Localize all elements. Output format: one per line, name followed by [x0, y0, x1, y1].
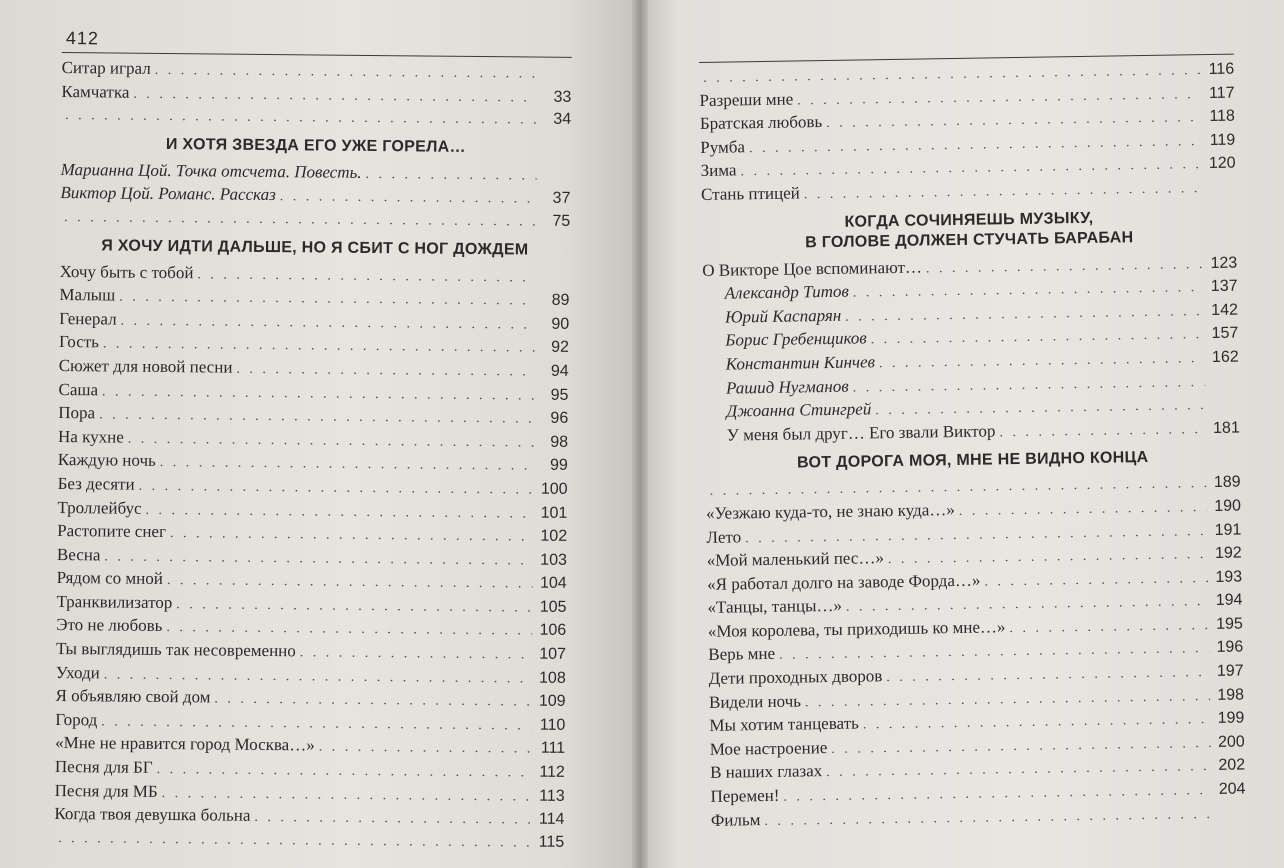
dot-leader	[254, 807, 530, 831]
entry-title: Стань птицей	[700, 183, 800, 204]
dot-leader	[65, 105, 537, 131]
page-ref: 94	[550, 362, 569, 380]
page-ref: 106	[539, 622, 567, 640]
page-ref: 114	[538, 810, 565, 829]
entry-title: Ситар играл	[61, 57, 151, 78]
dot-leader	[197, 264, 535, 289]
entry-title: Джоанна Стингрей	[726, 399, 872, 421]
entry-title: «Мой маленький пес…»	[706, 548, 885, 571]
left-page-content	[54, 28, 572, 854]
entry-title: Фильм	[710, 809, 761, 830]
entry-title: О Викторе Цое вспоминают…	[702, 257, 923, 280]
dot-leader	[319, 737, 532, 761]
dot-leader	[236, 359, 534, 383]
page-ref: 98	[550, 433, 569, 451]
entry-title: Румба	[700, 137, 746, 157]
toc-entry	[58, 379, 568, 407]
toc-section	[701, 206, 1240, 448]
dot-leader	[999, 419, 1206, 444]
section-title: ВОТ ДОРОГА МОЯ, МНЕ НЕ ВИДНО КОНЦА	[796, 449, 1149, 472]
dot-leader	[104, 546, 533, 572]
page-ref: 162	[1211, 348, 1239, 366]
page-ref: 33	[553, 88, 572, 106]
page-ref: 102	[540, 527, 568, 545]
dot-leader	[102, 381, 535, 407]
entry-title: Верь мне	[708, 644, 776, 665]
page-ref: 194	[1215, 591, 1243, 610]
dot-leader	[167, 570, 533, 595]
entry-title: Это не любовь	[56, 615, 163, 636]
dot-leader	[157, 759, 531, 784]
left-toc	[54, 57, 572, 854]
right-page-content	[698, 0, 1246, 833]
entry-title: Растопите снег	[57, 521, 167, 542]
toc-entry	[59, 284, 569, 312]
dot-leader	[64, 207, 536, 233]
page-ref: 119	[1209, 131, 1236, 149]
page-ref: 117	[1208, 84, 1235, 102]
page-ref: 115	[538, 833, 565, 851]
toc-section	[60, 134, 571, 234]
entry-title: У меня был друг… Его звали Виктор	[726, 421, 996, 445]
entry-title: Песня для БГ	[54, 756, 153, 777]
toc-section	[54, 236, 570, 855]
entry-title: Каждую ночь	[57, 450, 156, 471]
entry-title: Разреши мне	[699, 89, 794, 110]
toc-section	[705, 447, 1246, 833]
dot-leader	[99, 404, 534, 430]
entry-title: На кухне	[57, 426, 124, 447]
entry-title: Виктор Цой. Романс. Рассказ	[60, 183, 276, 205]
toc-section	[699, 59, 1236, 208]
page-ref: 181	[1212, 419, 1240, 437]
entry-title: Троллейбус	[57, 497, 142, 518]
entry-title: Уходи	[55, 662, 100, 683]
entry-title: Рашид Нугманов	[725, 376, 849, 398]
page-ref: 120	[1208, 154, 1236, 173]
entry-title: Когда твоя девушка больна	[54, 804, 251, 826]
page-ref: 108	[539, 669, 566, 687]
entry-title: Песня для МБ	[54, 780, 158, 801]
page-ref: 92	[551, 339, 570, 357]
page-ref: 75	[552, 212, 571, 230]
page-ref: 109	[538, 692, 566, 711]
entry-title: Без десяти	[57, 473, 135, 494]
left-page	[0, 0, 640, 868]
dot-leader	[176, 594, 532, 619]
right-page	[640, 0, 1284, 868]
section-title: И ХОТЯ ЗВЕЗДА ЕГО УЖЕ ГОРЕЛА…	[165, 135, 466, 156]
page-ref: 89	[551, 291, 570, 310]
page-ref: 105	[539, 598, 567, 616]
dot-leader	[58, 828, 530, 854]
page-ref: 34	[553, 110, 572, 129]
page-ref: 198	[1217, 686, 1245, 704]
entry-title: Мое настроение	[709, 737, 828, 759]
dot-leader	[804, 178, 1203, 206]
toc-entry	[58, 402, 568, 430]
page-ref: 157	[1211, 324, 1239, 343]
page-ref: 190	[1214, 497, 1242, 515]
page-ref: 103	[540, 551, 567, 569]
entry-title: Видели ночь	[708, 691, 802, 712]
toc-entry	[61, 81, 571, 109]
page-ref: 96	[550, 409, 569, 428]
page-number: 412	[65, 28, 100, 49]
page-ref: 123	[1210, 254, 1238, 272]
dot-leader	[138, 476, 533, 501]
page-ref: 193	[1215, 568, 1243, 586]
page-ref: 189	[1213, 473, 1241, 492]
page-ref: 90	[551, 315, 570, 333]
page-ref: 191	[1214, 521, 1242, 539]
entry-title: «Танцы, танцы…»	[707, 596, 843, 618]
book-gutter	[632, 0, 648, 868]
entry-title: «Уезжаю куда-то, не знаю куда…»	[705, 499, 955, 523]
dot-leader	[160, 452, 534, 477]
dot-leader	[120, 310, 535, 336]
entry-title: Лето	[706, 526, 742, 547]
page-ref: 99	[549, 457, 568, 475]
entry-title: Борис Гребенщиков	[725, 328, 867, 350]
entry-title: Камчатка	[61, 81, 130, 102]
page-ref: 116	[1208, 60, 1235, 78]
entry-title: Я объявляю свой дом	[55, 686, 211, 707]
page-ref: 111	[540, 740, 566, 758]
page-ref: 199	[1217, 709, 1245, 728]
entry-title: Дети проходных дворов	[708, 666, 883, 688]
page-ref: 195	[1216, 615, 1244, 633]
entry-title: Зима	[700, 160, 737, 181]
dot-leader	[145, 499, 533, 524]
dot-leader	[214, 689, 531, 714]
dot-leader	[984, 568, 1208, 593]
page-ref: 37	[552, 190, 571, 208]
entry-title: «Моя королева, ты приходишь ко мне…»	[707, 617, 1006, 641]
entry-title: «Я работал долго на заводе Форда…»	[707, 570, 981, 594]
page-ref: 100	[540, 480, 568, 498]
entry-title: Малыш	[59, 285, 116, 305]
entry-title: Генерал	[59, 308, 117, 329]
dot-leader	[1009, 615, 1209, 640]
entry-title: Рядом со мной	[56, 568, 164, 589]
page-ref: 137	[1210, 277, 1238, 296]
section-title: Я ХОЧУ ИДТИ ДАЛЬШЕ, НО Я СБИТ С НОГ ДОЖДЕМ	[101, 236, 529, 259]
page-ref: 113	[539, 787, 565, 805]
entry-title: Саша	[58, 379, 99, 399]
entry-title: Гость	[58, 332, 100, 352]
dot-leader	[926, 254, 1204, 280]
dot-leader	[764, 804, 1212, 833]
page-ref: 192	[1214, 544, 1242, 563]
page-ref: 197	[1216, 662, 1244, 680]
page-ref: 196	[1216, 638, 1244, 657]
entry-title: Сюжет для новой песни	[58, 355, 233, 377]
dot-leader	[155, 60, 538, 85]
entry-title: Город	[55, 709, 98, 730]
entry-title: Марианна Цой. Точка отсчета. Повесть.	[60, 159, 362, 182]
dot-leader	[128, 428, 534, 453]
page-ref: 118	[1209, 107, 1236, 126]
page-ref: 107	[539, 645, 567, 663]
entry-title: В наших глазах	[709, 761, 823, 783]
right-toc	[699, 59, 1246, 834]
dot-leader	[170, 523, 533, 548]
entry-title: Константин Кинчев	[725, 352, 876, 374]
page-ref: 95	[550, 386, 569, 404]
entry-title: Ты выглядишь так несовременно	[55, 639, 296, 661]
page-ref: 200	[1217, 733, 1245, 751]
toc-section	[61, 57, 572, 132]
page-ref: 204	[1218, 780, 1246, 798]
entry-title: Пора	[58, 403, 96, 423]
dot-leader	[280, 186, 537, 210]
entry-title: Транквилизатор	[56, 591, 173, 612]
dot-leader	[300, 642, 532, 666]
dot-leader	[133, 83, 537, 108]
entry-title: Перемен!	[710, 785, 780, 806]
dot-leader	[959, 497, 1208, 522]
entry-title: Хочу быть с тобой	[59, 261, 194, 282]
entry-title: «Мне не нравится город Москва…»	[55, 733, 315, 755]
entry-title: Мы хотим танцевать	[709, 713, 859, 736]
section-title: КОГДА СОЧИНЯЕШЬ МУЗЫКУ, В ГОЛОВЕ ДОЛЖЕН СТУЧАТЬ БАРАБАН	[805, 209, 1134, 251]
page-ref: 202	[1218, 756, 1246, 775]
page-ref: 104	[539, 574, 567, 593]
entry-title: Юрий Каспарян	[724, 305, 842, 327]
page-ref: 101	[540, 504, 568, 522]
page-ref: 142	[1211, 301, 1239, 319]
entry-title: Весна	[56, 544, 101, 565]
dot-leader	[119, 287, 535, 313]
entry-title: Александр Титов	[724, 281, 849, 303]
entry-title: Братская любовь	[699, 112, 823, 134]
page-ref: 110	[539, 716, 566, 734]
toc-entry	[59, 308, 569, 336]
dot-leader	[365, 164, 536, 187]
page-ref: 112	[539, 763, 565, 781]
